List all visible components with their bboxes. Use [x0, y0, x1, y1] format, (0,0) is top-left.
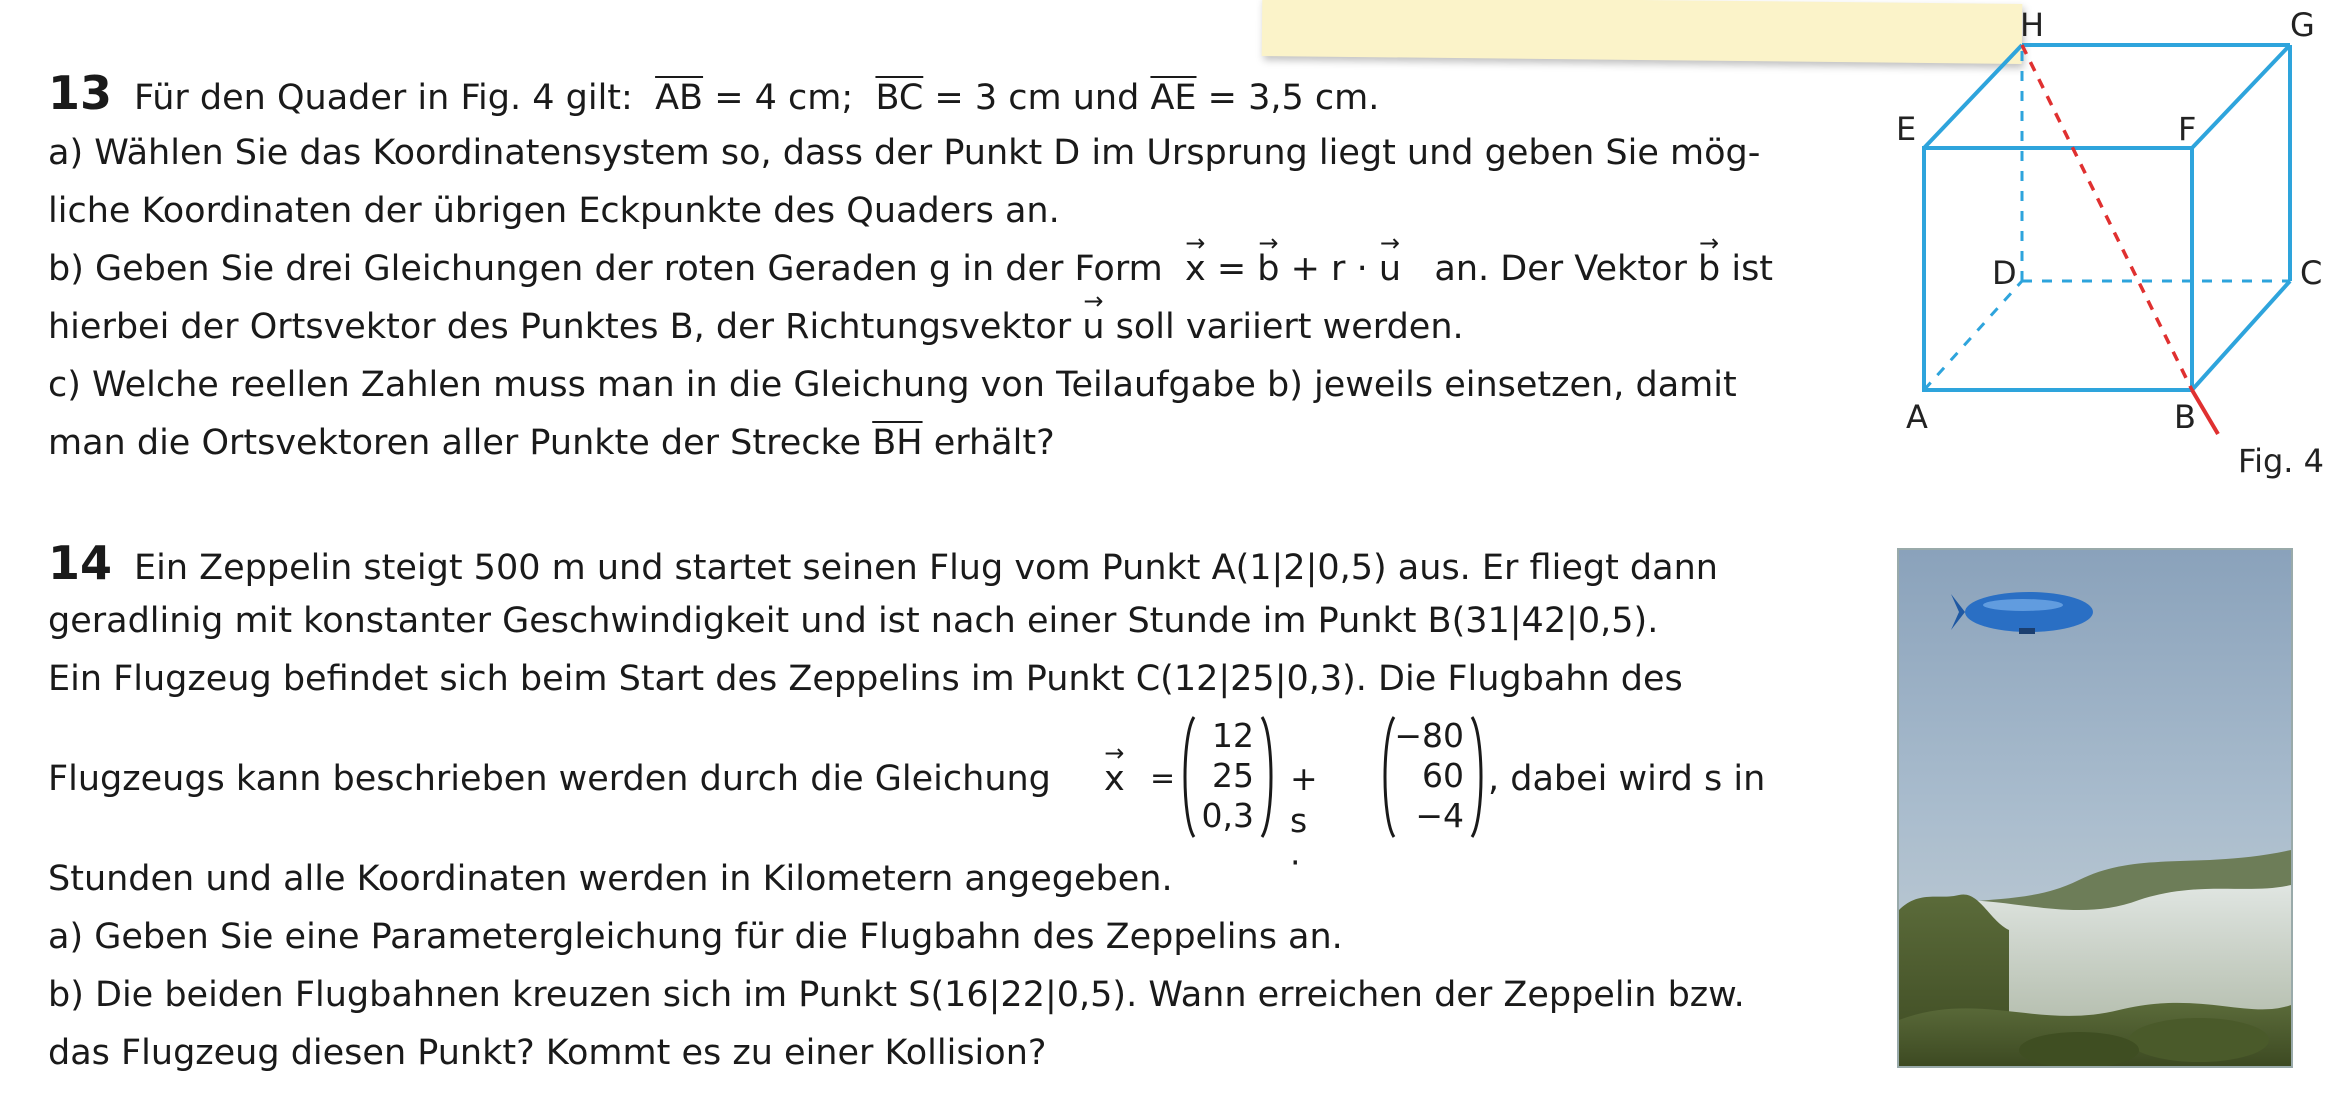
- task13-a-line2: liche Koordinaten der übrigen Eckpunkte des Quaders an.: [48, 191, 1060, 231]
- task13-intro: Für den Quader in Fig. 4 gilt:: [134, 78, 633, 118]
- task14-line2: geradlinig mit konstanter Geschwindigkeit und ist nach einer Stunde im Punkt B(31|42|0,5).: [48, 601, 1659, 641]
- task14-line1: [48, 536, 1718, 590]
- task13-number: 13: [48, 66, 113, 120]
- segment-ab: $\overline{AB}$: [655, 78, 704, 118]
- edge-bc: [2192, 281, 2290, 390]
- task14-line1-text: Ein Zeppelin steigt 500 m und startet seinen Flug vom Punkt A(1|2|0,5) aus. Er fliegt dann: [134, 548, 1718, 588]
- b-line2-start: hierbei der Ortsvektor des Punktes B, der Richtungsvektor: [48, 307, 1072, 347]
- ab-value: = 4 cm;: [703, 78, 854, 118]
- vector-b: → b: [1257, 248, 1279, 290]
- zeppelin-illustration: [1899, 550, 2291, 1066]
- vector-x: → x: [1185, 248, 1206, 290]
- eq-equals: =: [1150, 761, 1176, 796]
- c-line2-start: man die Ortsvektoren aller Punkte der Strecke: [48, 423, 862, 463]
- label-f: F: [2178, 110, 2197, 148]
- bc-value: = 3 cm: [923, 78, 1062, 118]
- eq-plus-s: + s ·: [1290, 759, 1318, 882]
- segment-bh: $\overline{BH}$: [872, 423, 923, 463]
- task13-b-line1: [48, 248, 1773, 290]
- line-g-dashed: [2022, 45, 2192, 390]
- segment-bc: $\overline{BC}$: [875, 78, 924, 118]
- and-word: und: [1061, 78, 1151, 118]
- label-g: G: [2290, 6, 2315, 44]
- b-line1-end: ist: [1731, 249, 1774, 289]
- label-h: H: [2020, 6, 2045, 44]
- c-line2-end: erhält?: [922, 423, 1055, 463]
- vector-u: → u: [1379, 248, 1401, 290]
- vec1-c2: 25: [1212, 756, 1254, 795]
- task14-b-line2: das Flugzeug diesen Punkt? Kommt es zu einer Kollision?: [48, 1033, 1047, 1073]
- b-line1-start: b) Geben Sie drei Gleichungen der roten Geraden g in der Form: [48, 249, 1163, 289]
- task13-line1: [48, 66, 1380, 120]
- paren-right-1: [1258, 715, 1278, 839]
- zeppelin-photo: [1897, 548, 2293, 1068]
- ae-value: = 3,5 cm.: [1196, 78, 1380, 118]
- label-b: B: [2174, 398, 2196, 436]
- task13-c-line1: c) Welche reellen Zahlen muss man in die Gleichung von Teilaufgabe b) jeweils einsetzen, damit: [48, 365, 1737, 405]
- label-d: D: [1992, 254, 2017, 292]
- vec1-c1: 12: [1212, 716, 1254, 755]
- label-e: E: [1896, 110, 1917, 148]
- eq-vector-x: → x: [1104, 758, 1125, 800]
- edge-eh: [1924, 45, 2022, 148]
- task13-b-line2: [48, 306, 1464, 348]
- vec2-c1: −80: [1394, 716, 1464, 755]
- vector-b-2: → b: [1698, 248, 1720, 290]
- task14-line5: Stunden und alle Koordinaten werden in Kilometern angegeben.: [48, 859, 1173, 899]
- paren-left-1: [1178, 715, 1198, 839]
- plus-r: + r ·: [1279, 249, 1379, 289]
- figure4-caption: Fig. 4: [2238, 442, 2324, 480]
- edge-fg: [2192, 45, 2290, 148]
- task13-c-line2: [48, 422, 1055, 464]
- paren-right-2: [1468, 715, 1488, 839]
- vec1-c3: 0,3: [1201, 796, 1254, 835]
- equals-sign: =: [1205, 249, 1258, 289]
- front-face: [1924, 148, 2192, 390]
- task14-line4-end: , dabei wird s in: [1488, 759, 1766, 799]
- task14-line3: Ein Flugzeug befindet sich beim Start des Zeppelins im Punkt C(12|25|0,3). Die Flugbahn des: [48, 659, 1683, 699]
- b-line2-end: soll variiert werden.: [1115, 307, 1464, 347]
- vec2-c3: −4: [1415, 796, 1464, 835]
- segment-ae: $\overline{AE}$: [1150, 78, 1197, 118]
- vector-u-2: → u: [1082, 306, 1104, 348]
- task14-a: a) Geben Sie eine Parametergleichung für die Flugbahn des Zeppelins an.: [48, 917, 1343, 957]
- edge-ad: [1924, 281, 2022, 390]
- task14-b-line1: b) Die beiden Flugbahnen kreuzen sich im Punkt S(16|22|0,5). Wann erreichen der Zeppelin bzw.: [48, 975, 1745, 1015]
- vec2-c2: 60: [1422, 756, 1464, 795]
- b-line1-mid: an. Der Vektor: [1423, 249, 1687, 289]
- label-c: C: [2300, 254, 2323, 292]
- task13-a-line1: a) Wählen Sie das Koordinatensystem so, dass der Punkt D im Ursprung liegt und geben Sie mög-: [48, 133, 1761, 173]
- label-a: A: [1906, 398, 1928, 436]
- task14-line4-start: Flugzeugs kann beschrieben werden durch die Gleichung: [48, 759, 1051, 799]
- figure4-cuboid: [1880, 0, 2332, 440]
- task14-number: 14: [48, 536, 113, 590]
